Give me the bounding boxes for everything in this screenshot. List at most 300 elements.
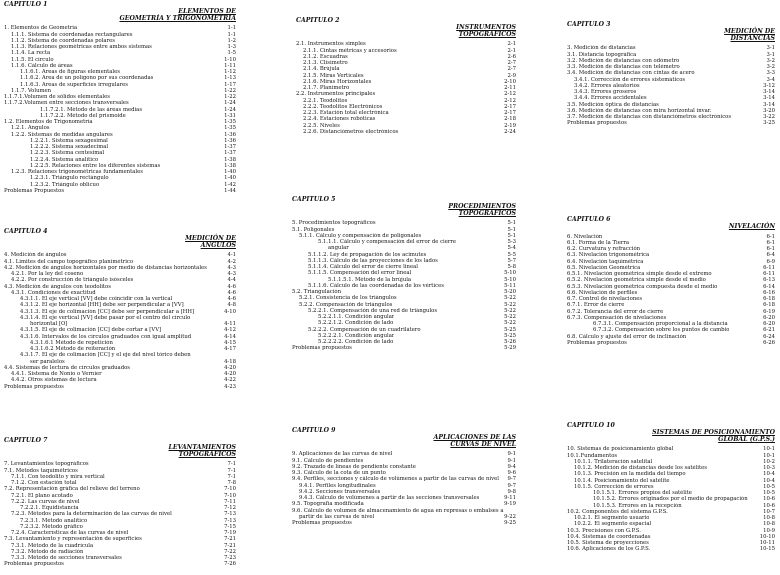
chapter-label: CAPITULO 9: [292, 427, 336, 434]
toc-entry-title: 4.3.1.2. El eje horizontal [HH] debe ser perpendicular a [VV]: [20, 302, 184, 309]
toc-entry-page: 4-1: [227, 252, 236, 259]
toc-entry-page: 1-36: [224, 137, 236, 144]
toc-entry-title: 5.1.1.5. Compensación del error lineal: [308, 270, 412, 277]
toc-entry-page: 2-7: [507, 60, 516, 67]
toc-entry-title: 3.5. Medición óptica de distancias: [567, 101, 659, 108]
toc-entry-page: 6-19: [763, 308, 775, 315]
toc-entry-title: 10.1.1. Trilateración satelital: [574, 458, 653, 465]
toc-entry-title: 10.1.5.2. Errores originados por el medio de propagación: [593, 496, 748, 503]
toc-entry-title: Problemas propuestos: [292, 345, 352, 352]
toc-entry-title: 2.1.1. Cintas métricas y accesorios: [303, 47, 397, 54]
toc-entry-page: 3-1: [766, 45, 775, 52]
toc-entry-title: 7.2.3.2. Método gráfico: [20, 523, 83, 530]
toc-entry-page: 4-6: [227, 289, 236, 296]
toc-entry-title: 7. Levantamientos topográficos: [4, 461, 89, 468]
toc-entry-page: 4-22: [224, 377, 236, 384]
toc-entry-page: 7-10: [224, 492, 236, 499]
toc-entry-page: 6-13: [763, 277, 775, 284]
toc-entry-page: 6-1: [766, 239, 775, 246]
toc-entry-page: 5-3: [507, 239, 516, 246]
toc-entry-title: 2.1.5. Miras Verticales: [303, 72, 364, 79]
toc-entry-title: Problemas propuestos: [567, 120, 627, 127]
toc-entry-page: 7-26: [224, 561, 236, 568]
toc-entry[interactable]: [4, 188, 236, 194]
toc-entry-page: 7-1: [227, 467, 236, 474]
toc-entry-title: 9.3. Cálculo de la cota de un punto: [292, 470, 386, 477]
toc-entry-page: 2-11: [504, 85, 516, 92]
toc-entry-title: 5.1.1.3. Cálculo de las proyecciones de los lados: [308, 257, 438, 264]
toc-entry-page: 1-37: [224, 144, 236, 151]
chapter-title: INSTRUMENTOS: [456, 23, 516, 31]
toc-entry[interactable]: [292, 520, 516, 526]
toc-entry-title: 1.2.2.5. Relaciones entre los diferentes sistemas: [30, 162, 161, 169]
toc-entry-title: 5.1.1.4. Cálculo del error de cierre lineal: [308, 264, 418, 271]
toc-entry-title: 7.1.1. Con teodolito y mira vertical: [11, 473, 105, 480]
toc-entry-page: 7-23: [224, 555, 236, 562]
toc-entry-page: 10-11: [759, 540, 775, 547]
toc-entry-title: 7.2.3. Métodos para la determinación de las curvas de nivel: [11, 511, 172, 518]
chapter-title: LEVANTAMIENTOS: [168, 443, 236, 451]
chapter-block-c9: [292, 428, 516, 526]
toc-entry-page: 6-21: [763, 327, 775, 334]
chapter-label: CAPITULO 6: [567, 216, 611, 223]
toc-entry-title: 3.7. Medición de distancias con distanciómetros electrónicos: [567, 114, 732, 121]
chapter-label: CAPITULO 1: [4, 1, 48, 8]
toc-entry-title: 10.1.5.3. Errores en la recepción: [593, 502, 682, 509]
chapter-title: TOPOGRÁFICOS: [458, 30, 516, 38]
toc-entry-title: 9.5. Topografía modificada: [292, 501, 364, 508]
toc-entry-page: 10-6: [763, 496, 775, 503]
toc-entry-title: 7.3. Levantamiento y representación de superficies: [4, 536, 142, 543]
toc-entry[interactable]: [567, 340, 775, 346]
toc-entry-page: 5-8: [507, 264, 516, 271]
toc-entry-title: 1.1.6.3. Áreas de superficies irregulares: [20, 81, 129, 88]
toc-entry-page: 6-1: [766, 233, 775, 240]
toc-entry-page: 1-37: [224, 150, 236, 157]
toc-entry-page: 5-22: [504, 301, 516, 308]
toc-entry-page: 4-17: [224, 346, 236, 353]
toc-entry-page: 1-42: [224, 181, 236, 188]
toc-entry-title: horizontal [O]: [30, 321, 68, 328]
toc-entry-title: 4.1. Límites del campo topográfico planimétrico: [4, 258, 134, 265]
toc-entry-title: 6.7. Control de nivelaciones: [567, 296, 643, 303]
toc-entry[interactable]: [4, 384, 236, 390]
toc-entry-page: 4-23: [224, 383, 236, 390]
toc-entry-title: 6.4. Nivelación taquimétrica: [567, 258, 644, 265]
toc-entry-title: 1.2. Elementos de Trigonometría: [4, 119, 93, 126]
toc-entry-page: 6-18: [763, 296, 775, 303]
toc-entry-title: 7.3.2. Método de radiación: [11, 548, 84, 555]
toc-entry-title: 10. Sistemas de posicionamiento global: [567, 446, 674, 453]
toc-entry-page: 3-20: [763, 107, 775, 114]
toc-entry-page: 10-4: [763, 471, 775, 478]
toc-entry-title: Problemas Propuestos: [4, 187, 65, 194]
toc-entry-page: 4-3: [227, 264, 236, 271]
toc-entry-page: 9-7: [507, 476, 516, 483]
toc-entry-page: 3-22: [763, 114, 775, 121]
toc-entry-page: 1-5: [227, 50, 236, 57]
chapter-title: NIVELACIÓN: [728, 222, 775, 230]
chapter-title: TOPOGRÁFICOS: [178, 450, 236, 458]
toc-entry-page: 4-20: [224, 371, 236, 378]
toc-entry-page: 4-4: [227, 277, 236, 284]
toc-entry-title: 9. Aplicaciones de las curvas de nivel: [292, 451, 393, 458]
toc-entry[interactable]: [296, 129, 516, 135]
toc-entry-title: 10.3. Precisiones con G.P.S.: [567, 527, 641, 534]
toc-entry-title: 1.1.7.2.Volumen entre secciones transversales: [4, 100, 129, 107]
toc-entry-title: 9.4. Perfiles, secciones y cálculo de volúmenes a partir de las curvas de nivel: [292, 476, 499, 483]
toc-entry-title: 9.4.3. Cálculo de volúmenes a partir de las secciones transversales: [299, 495, 480, 502]
toc-entry-page: 1-1: [227, 25, 236, 32]
chapter-title: MEDICIÓN DE: [724, 27, 775, 35]
toc-entry-page: 1-38: [224, 162, 236, 169]
toc-entry-title: 10.1.Fundamentos: [567, 452, 618, 459]
toc-entry-title: 9.4.1. Perfiles longitudinales: [299, 482, 376, 489]
toc-entry-page: 7-13: [224, 511, 236, 518]
toc-entry-title: 1.2.1. Ángulos: [11, 125, 50, 132]
toc-entry-page: 10-8: [763, 521, 775, 528]
toc-entry-title: 1.2.2. Sistemas de medidas angulares: [11, 131, 113, 138]
toc-entry-page: 4-8: [227, 302, 236, 309]
toc-entry-page: 5-1: [507, 232, 516, 239]
toc-entry-title: 1.1.6.1. Áreas de figuras elementales: [20, 69, 120, 76]
toc-entry-title: 6.5. Nivelación Geométrica: [567, 264, 641, 271]
toc-entry-page: 7-1: [227, 473, 236, 480]
toc-entry-page: 4-3: [227, 271, 236, 278]
toc-entry-page: 3-2: [766, 64, 775, 71]
toc-entry-page: 6-26: [763, 339, 775, 346]
chapter-block-c10: [567, 423, 775, 553]
toc-entry-page: 7-12: [224, 505, 236, 512]
toc-entry-page: 9-22: [504, 513, 516, 520]
toc-entry-page: 9-25: [504, 520, 516, 527]
toc-entry-title: 2.2. Instrumentos principales: [296, 91, 376, 98]
toc-entry-page: 2-19: [504, 122, 516, 129]
toc-entry-title: 4.3.1. Condiciones de exactitud: [11, 289, 96, 296]
toc-entry[interactable]: [4, 561, 236, 567]
toc-entry-title: 7.2. Representación gráfica del relieve del terreno: [4, 486, 140, 493]
toc-entry-title: 4.4.2. Otros sistemas de lectura: [11, 377, 97, 384]
toc-entry-page: 10-2: [763, 458, 775, 465]
toc-entry-title: 5.1.1.1. Cálculo y compensación del error de cierre: [318, 239, 457, 246]
toc-entry-title: 2.1.3. Clisímetro: [303, 60, 348, 67]
toc-entry-page: 10-3: [763, 465, 775, 472]
toc-entry-title: 9.4.2. Secciones transversales: [299, 488, 381, 495]
toc-entry-page: 9-4: [507, 463, 516, 470]
toc-entry-title: Problemas propuestos: [567, 339, 627, 346]
toc-entry-page: 5-1: [507, 226, 516, 233]
toc-entry-page: 10-9: [763, 527, 775, 534]
toc-entry-page: 6-4: [766, 252, 775, 259]
toc-entry[interactable]: [567, 120, 775, 126]
toc-entry-page: 2-12: [504, 97, 516, 104]
chapter-block-c1: [4, 2, 236, 194]
toc-entry-page: 6-20: [763, 314, 775, 321]
toc-entry-title: 3.4.4. Errores accidentales: [574, 95, 647, 102]
toc-entry-title: 4.4. Sistemas de lectura de círculos graduados: [4, 364, 131, 371]
toc-entry-page: 7-10: [224, 486, 236, 493]
chapter-label: CAPITULO 2: [296, 17, 340, 24]
toc-entry-title: 10.1.4. Posicionamiento del satélite: [574, 477, 670, 484]
toc-entry-title: 1.2.3. Relaciones trigonométricas fundamentales: [11, 169, 143, 176]
toc-entry-title: 3.1. Distancia topográfica: [567, 51, 637, 58]
toc-entry-page: 3-3: [766, 70, 775, 77]
toc-entry-page: 3-2: [766, 57, 775, 64]
toc-entry-title: 1. Elementos de Geometría: [4, 25, 78, 32]
chapter-title: PROCEDIMIENTOS: [448, 202, 516, 210]
toc-entry-title: 1.1.7.2.1. Método de las áreas medias: [40, 106, 143, 113]
toc-entry-title: 6.3. Nivelación trigonométrica: [567, 252, 650, 259]
toc-entry-page: 3-1: [766, 51, 775, 58]
chapter-title: MEDICIÓN DE: [185, 234, 236, 242]
toc-entry-page: 5-4: [507, 245, 516, 252]
toc-entry-title: Problemas propuestos: [4, 383, 64, 390]
toc-entry-page: 2-1: [507, 47, 516, 54]
toc-entry-page: 3-14: [763, 95, 775, 102]
toc-entry-page: 9-1: [507, 457, 516, 464]
toc-entry-title: 7.1. Métodos taquimétricos: [4, 467, 78, 474]
toc-entry-page: 7-11: [224, 498, 236, 505]
toc-entry-title: 2.1.7. Planímetro: [303, 85, 350, 92]
toc-entry-page: 7-19: [224, 530, 236, 537]
toc-entry-title: 2.1. Instrumentos simples: [296, 41, 366, 48]
toc-entry-page: 5-22: [504, 307, 516, 314]
chapter-block-c4: [4, 229, 236, 390]
toc-entry-title: 10.1.3. Precisión en la medida del tiempo: [574, 471, 686, 478]
toc-entry-page: 4-6: [227, 296, 236, 303]
toc-entry-title: 1.1.5. El círculo: [11, 56, 54, 63]
toc-entry-page: 4-20: [224, 364, 236, 371]
toc-entry-title: ser paralelos: [30, 358, 65, 365]
toc-entry-title: 10.2. Componentes del sistema G.P.S.: [567, 508, 668, 515]
toc-entry-page: 4-14: [224, 333, 236, 340]
toc-entry-title: 5.1.1. Cálculo y compensación de poligonales: [299, 232, 422, 239]
toc-entry-title: 4.2.1. Por la ley del coseno: [11, 271, 84, 278]
toc-entry-page: 4-15: [224, 339, 236, 346]
toc-entry-page: 9-19: [504, 501, 516, 508]
toc-entry-page: 5-10: [504, 270, 516, 277]
toc-entry-page: 4-2: [227, 258, 236, 265]
toc-entry-title: 5.1.1.2. Ley de propagación de los acimutes: [308, 251, 427, 258]
toc-entry-title: 9.6. Cálculo de volumen de almacenamiento de agua en represas o embalses a: [292, 507, 504, 514]
toc-entry-page: 1-24: [224, 106, 236, 113]
toc-entry-title: 7.3.1. Método de la cuadrícula: [11, 542, 94, 549]
toc-entry-title: 3.2. Medición de distancias con odómetro: [567, 57, 680, 64]
toc-entry-page: 5-22: [504, 314, 516, 321]
toc-entry-page: 6-11: [763, 264, 775, 271]
toc-entry-page: 1-13: [224, 75, 236, 82]
toc-entry-page: 7-22: [224, 548, 236, 555]
toc-entry-page: 10-10: [759, 533, 775, 540]
toc-entry-page: 10-5: [763, 483, 775, 490]
chapter-title: APLICACIONES DE LAS: [433, 433, 516, 441]
toc-entry-page: 3-12: [763, 82, 775, 89]
toc-entry-page: 5-1: [507, 220, 516, 227]
chapter-title: ELEMENTOS DE: [178, 7, 236, 15]
toc-entry-page: 10-4: [763, 477, 775, 484]
toc-entry-title: 10.1.5. Corrección de errores: [574, 483, 654, 490]
toc-entry-title: 9.2. Trazado de líneas de pendiente constante: [292, 463, 416, 470]
toc-entry-page: 1-22: [224, 87, 236, 94]
toc-entry-page: 1-10: [224, 56, 236, 63]
toc-entry-title: 2.1.4. Brújula: [303, 66, 340, 73]
toc-entry-title: 7.2.3.1. Método analítico: [20, 517, 88, 524]
toc-entry-title: 6.7.1. Error de cierre: [567, 302, 625, 309]
toc-entry-title: 1.2.2.4. Sistema analítico: [30, 156, 99, 163]
toc-entry-page: 2-9: [507, 72, 516, 79]
toc-entry-title: 2.2.4. Estaciones robóticas: [303, 116, 376, 123]
toc-entry-page: 2-1: [507, 41, 516, 48]
chapter-title: DISTANCIAS: [730, 34, 775, 42]
toc-entry-title: 1.1.6.2. Área de un polígono por sus coordenadas: [20, 75, 154, 82]
toc-entry-page: 4-12: [224, 327, 236, 334]
toc-entry-title: 1.1.3. Relaciones geométricas entre ambos sistemas: [11, 44, 152, 51]
chapter-label: CAPITULO 4: [4, 228, 48, 235]
toc-entry-title: 3.4.3. Errores groseros: [574, 89, 637, 96]
toc-entry-title: 4.2. Medición de ángulos horizontales por medio de distancias horizontales: [4, 264, 207, 271]
chapter-title: TOPOGRÁFICOS: [458, 209, 516, 217]
toc-entry-title: 7.2.2.1. Equidistancia: [20, 505, 79, 512]
toc-entry-title: 2.2.3. Estación total electrónica: [303, 110, 389, 117]
chapter-block-c5: [292, 197, 516, 352]
toc-entry-page: 10-8: [763, 515, 775, 522]
toc-entry-page: 6-18: [763, 302, 775, 309]
toc-entry-title: 10.2.2. El segmento espacial: [574, 521, 652, 528]
toc-entry-title: 5.1. Poligonales: [292, 226, 335, 233]
toc-entry-title: 1.2.2.3. Sistema centesimal: [30, 150, 105, 157]
chapter-block-c2: [296, 18, 516, 135]
toc-entry-title: 1.1.1. Sistema de coordenadas rectangulares: [11, 31, 133, 38]
toc-entry-title: Problemas propuestos: [292, 520, 352, 527]
toc-entry-title: 6.7.2. Tolerancia del error de cierre: [567, 308, 664, 315]
toc-entry-title: 7.3.3. Método de secciones transversales: [11, 555, 122, 562]
toc-entry-page: 5-25: [504, 332, 516, 339]
toc-entry-title: 4.3.1.6.1 Método de repetición: [30, 339, 113, 346]
toc-entry-page: 7-1: [227, 461, 236, 468]
toc-entry-title: 5.2.1. Consistencia de los triángulos: [299, 295, 397, 302]
toc-entry-title: 6.7.3. Compensación de nivelaciones: [567, 314, 667, 321]
toc-entry-page: 4-18: [224, 358, 236, 365]
toc-entry-title: 1.1.7.2.2. Método del prismoide: [40, 112, 126, 119]
toc-entry-title: 5.2. Triangulación: [292, 289, 342, 296]
toc-entry-page: 2-7: [507, 66, 516, 73]
toc-entry-page: 10-15: [759, 546, 775, 553]
toc-entry-page: 5-20: [504, 289, 516, 296]
toc-entry[interactable]: [567, 546, 775, 552]
toc-entry-page: 7-21: [224, 542, 236, 549]
toc-entry-page: 4-11: [224, 321, 236, 328]
chapter-block-c3: [567, 22, 775, 127]
toc-entry-title: 3.4.1. Corrección de errores sistemáticos: [574, 76, 686, 83]
chapter-block-c7: [4, 438, 236, 568]
toc-entry-title: 3.4. Medición de distancias con cintas de acero: [567, 70, 695, 77]
toc-entry-page: 2-10: [504, 78, 516, 85]
toc-entry-page: 7-21: [224, 536, 236, 543]
toc-entry-title: 1.2.2.2. Sistema sexadecimal: [30, 144, 109, 151]
toc-entry-title: 5.2.2.1.1. Condición angular: [318, 314, 395, 321]
toc-entry-title: 3.6. Medición de distancias con mira horizontal invar.: [567, 107, 712, 114]
toc-entry-title: 1.1.6. Cálculo de áreas: [11, 62, 73, 69]
toc-entry-title: 4.3.1.7. El eje de colimación [CC] y el eje del nivel tórico deben: [20, 352, 191, 359]
toc-entry-page: 6-16: [763, 289, 775, 296]
toc-entry-page: 9-6: [507, 470, 516, 477]
toc-entry-title: 7.2.1. El plano acotado: [11, 492, 73, 499]
chapter-title: GLOBAL (G.P.S.): [718, 435, 775, 443]
toc-entry-page: 1-35: [224, 119, 236, 126]
toc-entry-page: 2-24: [504, 128, 516, 135]
toc-entry-page: 5-22: [504, 295, 516, 302]
toc-entry-title: 2.2.2. Teodolitos Electrónicos: [303, 103, 383, 110]
toc-entry-page: 5-26: [504, 339, 516, 346]
toc-entry-title: 1.2.3.2. Triángulo oblicuo: [30, 181, 100, 188]
toc-entry-title: 7.2.4. Características de las curvas de nivel: [11, 530, 129, 537]
toc-entry-page: 1-22: [224, 94, 236, 101]
toc-entry-title: 1.2.3.1. Triángulo rectángulo: [30, 175, 109, 182]
toc-entry-page: 2-18: [504, 116, 516, 123]
toc-entry-title: 4.3.1.4. El eje vertical [VV] debe pasar por el centro del círculo: [20, 314, 191, 321]
toc-entry-title: 5.2.2.2. Compensación de un cuadrilátero: [308, 326, 421, 333]
toc-entry-page: 7-8: [227, 480, 236, 487]
toc-entry[interactable]: [292, 345, 516, 351]
toc-entry-page: 1-40: [224, 175, 236, 182]
toc-entry-title: 3. Medición de distancias: [567, 45, 636, 52]
toc-entry-page: 3-25: [763, 120, 775, 127]
chapter-label: CAPITULO 7: [4, 437, 48, 444]
toc-entry-page: 1-35: [224, 125, 236, 132]
toc-entry-page: 5-10: [504, 276, 516, 283]
toc-entry-page: 3-4: [766, 76, 775, 83]
toc-entry-title: 1.1.7.1.Volumen de sólidos elementales: [4, 94, 110, 101]
toc-entry-page: 4-10: [224, 308, 236, 315]
toc-entry-page: 10-7: [763, 508, 775, 515]
toc-entry-page: 1-3: [227, 44, 236, 51]
toc-entry-page: 1-36: [224, 131, 236, 138]
toc-entry-title: 4.4.1. Sistema de Nonio o Vernier: [11, 371, 102, 378]
toc-entry-page: 10-6: [763, 502, 775, 509]
chapter-title: ÁNGULOS: [200, 241, 236, 249]
toc-entry-page: 1-17: [224, 81, 236, 88]
toc-entry-title: 4.3. Medición de ángulos con teodolitos: [4, 283, 111, 290]
toc-entry-title: 6.5.3. Nivelación geométrica compuesta desde el medio: [567, 283, 718, 290]
toc-entry-page: 6-11: [763, 271, 775, 278]
toc-entry-title: 5.1.1.5.1. Método de la brújula: [328, 276, 412, 283]
toc-entry-page: 5-7: [507, 257, 516, 264]
chapter-label: CAPITULO 3: [567, 21, 611, 28]
toc-entry-page: 1-38: [224, 156, 236, 163]
toc-entry-title: 2.2.1. Teodolitos: [303, 97, 348, 104]
toc-entry-title: 5.2.2.1.2. Condición de lado: [318, 320, 394, 327]
toc-entry-title: 6.1. Forma de la Tierra: [567, 239, 630, 246]
toc-entry-page: 5-22: [504, 320, 516, 327]
toc-entry-title: 5. Procedimientos topográficos: [292, 220, 376, 227]
toc-entry-title: 10.6. Aplicaciones de los G.P.S.: [567, 546, 651, 553]
toc-entry-title: 4. Medición de ángulos: [4, 252, 67, 259]
toc-entry-page: 1-31: [224, 112, 236, 119]
toc-entry-page: 2-17: [504, 110, 516, 117]
toc-entry-title: Problemas propuestos: [4, 561, 64, 568]
toc-entry-title: 6.8. Cálculo y ajuste del error de inclinación: [567, 333, 687, 340]
toc-entry-page: 3-14: [763, 101, 775, 108]
toc-entry-title: 4.2.2. Por construcción de triángulo isósceles: [11, 277, 134, 284]
toc-entry-title: 2.2.5. Niveles: [303, 122, 340, 129]
toc-entry-page: 1-12: [224, 69, 236, 76]
chapter-block-c6: [567, 217, 775, 346]
chapter-title: GEOMETRÍA Y TRIGONOMETRÍA: [119, 14, 236, 22]
toc-entry-page: 6-20: [763, 321, 775, 328]
toc-entry-title: 10.1.5.1. Errores propios del satélite: [593, 490, 692, 497]
toc-entry-title: 4.3.1.5. El eje de colimación [CC] debe cortar a [VV]: [20, 327, 162, 334]
toc-entry-page: 6-24: [763, 333, 775, 340]
